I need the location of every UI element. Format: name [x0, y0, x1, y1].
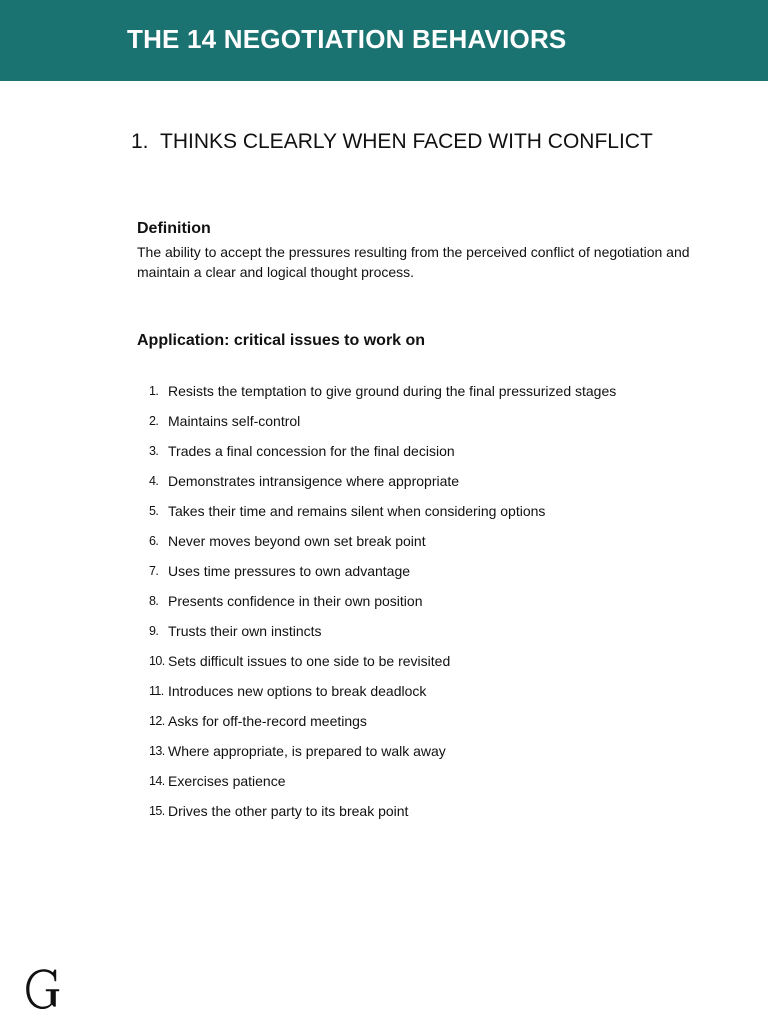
list-item-text: Resists the temptation to give ground during the final pressurized stages [168, 383, 617, 399]
list-item-number: 1. [149, 384, 159, 398]
section-heading [131, 128, 653, 156]
list-item [149, 711, 616, 741]
list-item-number: 4. [149, 474, 159, 488]
list-item [149, 771, 616, 801]
list-item-number: 3. [149, 444, 159, 458]
list-item [149, 801, 616, 831]
list-item [149, 681, 616, 711]
list-item-text: Demonstrates intransigence where appropriate [168, 473, 460, 489]
definition-text: The ability to accept the pressures resulting from the perceived conflict of negotiation and maintain a clear and logical thought process. [137, 244, 690, 280]
section-number: 1. [131, 130, 149, 153]
list-item-text: Maintains self-control [168, 413, 301, 429]
list-item-text: Never moves beyond own set break point [168, 533, 426, 549]
list-item [149, 561, 616, 591]
list-item-number: 5. [149, 504, 159, 518]
list-item-number: 8. [149, 594, 159, 608]
page-title: THE 14 NEGOTIATION BEHAVIORS [127, 24, 567, 54]
list-item [149, 591, 616, 621]
list-item-text: Sets difficult issues to one side to be revisited [168, 653, 451, 669]
application-label: Application: critical issues to work on [137, 332, 426, 349]
list-item-text: Where appropriate, is prepared to walk away [168, 743, 446, 759]
list-item-number: 12. [149, 714, 165, 728]
list-item-number: 7. [149, 564, 159, 578]
list-item-text: Presents confidence in their own position [168, 593, 423, 609]
list-item-number: 11. [149, 684, 164, 698]
list-item-number: 14. [149, 774, 165, 788]
list-item-text: Exercises patience [168, 773, 286, 789]
list-item-number: 13. [149, 744, 165, 758]
list-item [149, 471, 616, 501]
g-logo-icon [26, 968, 62, 1010]
list-item-text: Introduces new options to break deadlock [168, 683, 427, 699]
list-item-number: 9. [149, 624, 159, 638]
list-item-text: Drives the other party to its break point [168, 803, 409, 819]
list-item [149, 381, 616, 411]
list-item-text: Takes their time and remains silent when considering options [168, 503, 546, 519]
list-item-text: Trades a final concession for the final decision [168, 443, 455, 459]
list-item-number: 6. [149, 534, 159, 548]
list-item [149, 531, 616, 561]
list-item [149, 621, 616, 651]
issues-list [149, 381, 616, 831]
section-title: THINKS CLEARLY WHEN FACED WITH CONFLICT [160, 130, 653, 153]
list-item [149, 741, 616, 771]
list-item-number: 2. [149, 414, 159, 428]
list-item [149, 651, 616, 681]
list-item-number: 15. [149, 804, 165, 818]
list-item-text: Trusts their own instincts [168, 623, 322, 639]
header-bar [0, 0, 768, 81]
list-item [149, 411, 616, 441]
list-item [149, 501, 616, 531]
list-item-text: Uses time pressures to own advantage [168, 563, 411, 579]
list-item [149, 441, 616, 471]
list-item-text: Asks for off-the-record meetings [168, 713, 367, 729]
list-item-number: 10. [149, 654, 165, 668]
definition-label: Definition [137, 220, 211, 237]
